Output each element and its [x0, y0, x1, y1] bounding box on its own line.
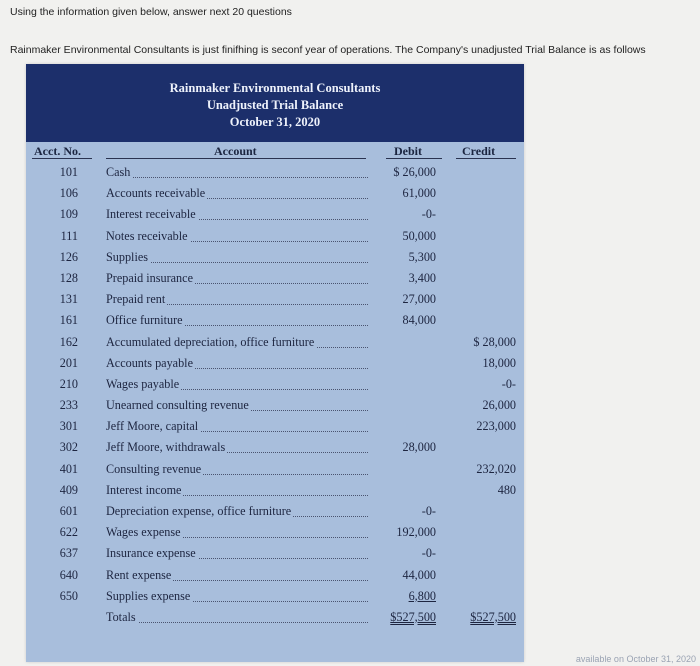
column-header-credit: Credit: [462, 144, 496, 158]
debit-amount: -0-: [421, 546, 436, 561]
header-divider: [32, 158, 92, 159]
account-name: [106, 525, 182, 540]
header-divider: [106, 158, 366, 159]
table-row: [26, 522, 524, 543]
account-name-text: Accounts receivable: [106, 186, 206, 201]
leader-dots: [106, 177, 368, 178]
table-row: [26, 332, 524, 353]
account-number: 161: [59, 313, 78, 328]
account-name: [106, 483, 183, 498]
table-row: [26, 416, 524, 437]
account-number: 622: [59, 525, 78, 540]
account-name-text: Unearned consulting revenue: [106, 398, 249, 413]
table-row: [26, 204, 524, 225]
account-name-text: Cash: [106, 165, 131, 179]
account-name: [106, 186, 207, 201]
account-name: [106, 398, 251, 413]
account-name: [106, 335, 316, 350]
debit-amount: 6,800: [408, 588, 436, 603]
account-name-text: Prepaid rent: [106, 292, 166, 307]
account-name-text: Consulting revenue: [106, 461, 202, 476]
account-name-text: Supplies expense: [106, 588, 191, 603]
account-name-text: Accounts payable: [106, 355, 193, 370]
account-name: [106, 419, 200, 434]
footer-note: available on October 31, 2020: [575, 654, 696, 664]
account-number: 601: [59, 504, 78, 518]
account-name: [106, 250, 150, 265]
account-name-text: Insurance expense: [106, 546, 196, 561]
intro-line-2: Rainmaker Environmental Consultants is just finifhing is seconf year of operations. The Company's unadjusted Trial Balance is as follows: [10, 44, 646, 56]
account-name-text: Totals: [106, 609, 136, 624]
column-header-debit: Debit: [394, 144, 422, 158]
trial-balance-rows: [26, 162, 524, 628]
account-name-text: Interest receivable: [106, 207, 196, 222]
table-row: [26, 607, 524, 628]
statement-date: October 31, 2020: [229, 115, 321, 129]
account-name-text: Supplies: [106, 249, 148, 264]
account-number: 401: [59, 461, 78, 476]
debit-amount: 50,000: [402, 228, 436, 243]
table-row: [26, 183, 524, 204]
account-name: [106, 207, 198, 222]
account-number: 126: [59, 249, 78, 264]
column-header-acct-no: Acct. No.: [34, 144, 81, 158]
account-number: 131: [59, 292, 78, 307]
account-name-text: Jeff Moore, capital: [106, 419, 199, 434]
account-number: 162: [59, 334, 78, 349]
credit-amount: 232,020: [476, 461, 516, 476]
debit-amount: 61,000: [402, 186, 436, 201]
debit-amount: 27,000: [402, 292, 436, 307]
account-number: 233: [59, 398, 78, 413]
table-row: [26, 353, 524, 374]
table-row: [26, 395, 524, 416]
debit-amount: 192,000: [396, 525, 436, 540]
debit-amount: 3,400: [408, 270, 436, 285]
debit-amount: $527,500: [390, 609, 436, 624]
debit-amount: -0-: [421, 207, 436, 222]
debit-amount: -0-: [421, 504, 436, 518]
table-row: [26, 586, 524, 607]
account-number: 409: [59, 482, 78, 497]
statement-title: Unadjusted Trial Balance: [206, 98, 344, 112]
account-number: 128: [59, 270, 78, 285]
account-name-text: Wages payable: [106, 376, 180, 391]
table-row: [26, 162, 524, 183]
account-name: [106, 462, 203, 477]
account-name: [106, 589, 192, 604]
account-number: 111: [60, 228, 78, 243]
account-name: [106, 313, 185, 328]
account-name-text: Rent expense: [106, 567, 172, 582]
account-number: 650: [59, 588, 78, 603]
account-name: [106, 568, 173, 583]
account-name: [106, 165, 132, 180]
table-row: [26, 501, 524, 522]
trial-balance-header: [26, 64, 524, 142]
account-name: [106, 356, 195, 371]
account-number: 210: [59, 376, 78, 391]
account-number: 109: [59, 207, 78, 222]
account-name: [106, 440, 227, 455]
credit-amount: 480: [497, 482, 516, 497]
account-name: [106, 504, 293, 519]
account-name-text: Notes receivable: [106, 228, 188, 243]
debit-amount: $ 26,000: [393, 165, 436, 179]
account-number: 301: [59, 419, 78, 434]
table-row: [26, 543, 524, 564]
debit-amount: 28,000: [402, 440, 436, 455]
debit-amount: 5,300: [408, 249, 436, 264]
credit-amount: 18,000: [482, 355, 516, 370]
table-row: [26, 374, 524, 395]
account-name: [106, 229, 190, 244]
credit-amount: $ 28,000: [473, 334, 516, 349]
account-name-text: Office furniture: [106, 313, 183, 328]
table-row: [26, 459, 524, 480]
table-row: [26, 247, 524, 268]
credit-amount: $527,500: [470, 609, 516, 624]
company-name: Rainmaker Environmental Consultants: [169, 81, 381, 95]
account-number: 101: [59, 165, 78, 179]
table-row: [26, 480, 524, 501]
table-row: [26, 289, 524, 310]
account-name-text: Accumulated depreciation, office furniture: [106, 334, 315, 349]
account-name: [106, 546, 198, 561]
credit-amount: 223,000: [476, 419, 516, 434]
account-name-text: Jeff Moore, withdrawals: [106, 440, 226, 455]
trial-balance-sheet: [26, 64, 524, 662]
table-row: [26, 268, 524, 289]
header-divider: [456, 158, 516, 159]
account-number: 201: [59, 355, 78, 370]
account-name: [106, 610, 138, 625]
account-number: 302: [59, 440, 78, 455]
account-number: 640: [59, 567, 78, 582]
intro-line-1: Using the information given below, answer next 20 questions: [10, 6, 292, 18]
debit-amount: 84,000: [402, 313, 436, 328]
credit-amount: 26,000: [482, 398, 516, 413]
account-name: [106, 292, 167, 307]
account-name: [106, 377, 181, 392]
account-name-text: Prepaid insurance: [106, 270, 193, 285]
debit-amount: 44,000: [402, 567, 436, 582]
account-number: 637: [59, 546, 78, 561]
header-divider: [386, 158, 442, 159]
table-row: [26, 565, 524, 586]
credit-amount: -0-: [501, 376, 516, 391]
column-header-account: Account: [214, 144, 257, 158]
account-name-text: Depreciation expense, office furniture: [106, 504, 292, 518]
account-name: [106, 271, 195, 286]
table-row: [26, 226, 524, 247]
account-name-text: Wages expense: [106, 525, 181, 540]
account-name-text: Interest income: [106, 482, 182, 497]
table-row: [26, 310, 524, 331]
leader-dots: [106, 622, 368, 623]
table-row: [26, 437, 524, 458]
account-number: 106: [59, 186, 78, 201]
